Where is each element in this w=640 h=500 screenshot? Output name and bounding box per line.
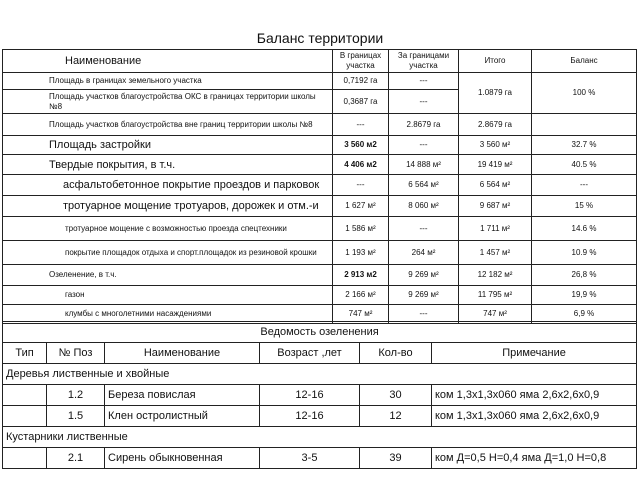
row-total: 12 182 м² xyxy=(459,265,532,286)
plant-row xyxy=(3,385,637,406)
plant-pos: 2.1 xyxy=(47,448,105,469)
row-name: Площадь участков благоустройства вне границ территории школы №8 xyxy=(3,114,333,136)
row-balance xyxy=(532,114,637,136)
row-name: тротуарное мощение тротуаров, дорожек и отм.-и xyxy=(3,196,333,217)
row-name: Твердые покрытия, в т.ч. xyxy=(3,155,333,175)
group-label: Деревья лиственные и хвойные xyxy=(3,364,637,385)
row-outside: --- xyxy=(389,217,459,241)
plant-qty: 12 xyxy=(360,406,432,427)
row-balance: 40.5 % xyxy=(532,155,637,175)
table-row xyxy=(3,175,637,196)
row-name: асфальтобетонное покрытие проездов и парковок xyxy=(3,175,333,196)
plant-note: ком 1,3х1,3х060 яма 2,6х2,6х0,9 xyxy=(432,406,637,427)
group-row xyxy=(3,364,637,385)
table-row xyxy=(3,265,637,286)
plant-age: 3-5 xyxy=(260,448,360,469)
row-balance: 19,9 % xyxy=(532,286,637,305)
plant-pos: 1.5 xyxy=(47,406,105,427)
row-name: Озеленение, в т.ч. xyxy=(3,265,333,286)
plant-type xyxy=(3,448,47,469)
row-total: 1 457 м² xyxy=(459,241,532,265)
row-balance: 26,8 % xyxy=(532,265,637,286)
table-row xyxy=(3,136,637,155)
row-total: 747 м² xyxy=(459,305,532,324)
header-inside: В границах участка xyxy=(333,50,389,73)
row-total: 6 564 м² xyxy=(459,175,532,196)
row-total: 2.8679 га xyxy=(459,114,532,136)
row-inside: 1 586 м² xyxy=(333,217,389,241)
table-row xyxy=(3,196,637,217)
header-age: Возраст ,лет xyxy=(260,343,360,364)
row-total: 9 687 м² xyxy=(459,196,532,217)
row-inside: --- xyxy=(333,114,389,136)
plant-name: Сирень обыкновенная xyxy=(105,448,260,469)
row-name: тротуарное мощение с возможностью проезда спецтехники xyxy=(3,217,333,241)
row-balance: --- xyxy=(532,175,637,196)
greenery-header-row xyxy=(3,343,637,364)
plant-pos: 1.2 xyxy=(47,385,105,406)
row-inside: 2 913 м2 xyxy=(333,265,389,286)
row-name: покрытие площадок отдыха и спорт.площадок из резиновой крошки xyxy=(3,241,333,265)
row-inside: 4 406 м2 xyxy=(333,155,389,175)
row-outside: --- xyxy=(389,305,459,324)
greenery-table xyxy=(2,321,637,469)
row-outside: 9 269 м² xyxy=(389,286,459,305)
plant-note: ком Д=0,5 Н=0,4 яма Д=1,0 Н=0,8 xyxy=(432,448,637,469)
row-inside: 0,3687 га xyxy=(333,90,389,114)
row-balance: 14.6 % xyxy=(532,217,637,241)
row-outside: 6 564 м² xyxy=(389,175,459,196)
group-row xyxy=(3,427,637,448)
row-balance: 15 % xyxy=(532,196,637,217)
balance-table xyxy=(2,49,637,324)
row-inside: 1 193 м² xyxy=(333,241,389,265)
table-row xyxy=(3,217,637,241)
header-note: Примечание xyxy=(432,343,637,364)
merged-total: 1.0879 га xyxy=(459,73,532,114)
plant-type xyxy=(3,385,47,406)
table-row xyxy=(3,73,637,90)
row-inside: --- xyxy=(333,175,389,196)
row-balance: 6,9 % xyxy=(532,305,637,324)
row-outside: 2.8679 га xyxy=(389,114,459,136)
plant-row xyxy=(3,406,637,427)
header-qty: Кол-во xyxy=(360,343,432,364)
row-outside: 8 060 м² xyxy=(389,196,459,217)
row-total: 11 795 м² xyxy=(459,286,532,305)
row-total: 1 711 м² xyxy=(459,217,532,241)
header-total: Итого xyxy=(459,50,532,73)
plant-age: 12-16 xyxy=(260,385,360,406)
plant-type xyxy=(3,406,47,427)
row-name: Площадь в границах земельного участка xyxy=(3,73,333,90)
plant-note: ком 1,3х1,3х060 яма 2,6х2,6х0,9 xyxy=(432,385,637,406)
greenery-title: Ведомость озеленения xyxy=(3,322,637,343)
row-outside: --- xyxy=(389,136,459,155)
merged-balance: 100 % xyxy=(532,73,637,114)
row-balance: 32.7 % xyxy=(532,136,637,155)
row-total: 3 560 м² xyxy=(459,136,532,155)
row-inside: 3 560 м2 xyxy=(333,136,389,155)
plant-age: 12-16 xyxy=(260,406,360,427)
row-outside: 264 м² xyxy=(389,241,459,265)
greenery-title-row xyxy=(3,322,637,343)
header-plant-name: Наименование xyxy=(105,343,260,364)
row-outside: 9 269 м² xyxy=(389,265,459,286)
plant-row xyxy=(3,448,637,469)
header-outside: За границами участка xyxy=(389,50,459,73)
header-name: Наименование xyxy=(3,50,333,73)
plant-qty: 30 xyxy=(360,385,432,406)
table-row xyxy=(3,241,637,265)
row-outside: --- xyxy=(389,73,459,90)
table-row xyxy=(3,286,637,305)
row-name: Площадь участков благоустройства ОКС в границах территории школы №8 xyxy=(3,90,333,114)
balance-header-row xyxy=(3,50,637,73)
row-inside: 1 627 м² xyxy=(333,196,389,217)
row-outside: 14 888 м² xyxy=(389,155,459,175)
plant-name: Береза повислая xyxy=(105,385,260,406)
row-name: клумбы с многолетними насаждениями xyxy=(3,305,333,324)
header-pos: № Поз xyxy=(47,343,105,364)
row-outside: --- xyxy=(389,90,459,114)
balance-title: Баланс территории xyxy=(256,30,384,46)
table-row xyxy=(3,114,637,136)
row-inside: 0,7192 га xyxy=(333,73,389,90)
row-balance: 10.9 % xyxy=(532,241,637,265)
row-total: 19 419 м² xyxy=(459,155,532,175)
group-label: Кустарники лиственные xyxy=(3,427,637,448)
plant-name: Клен остролистный xyxy=(105,406,260,427)
header-type: Тип xyxy=(3,343,47,364)
plant-qty: 39 xyxy=(360,448,432,469)
row-inside: 2 166 м² xyxy=(333,286,389,305)
row-name: газон xyxy=(3,286,333,305)
row-name: Площадь застройки xyxy=(3,136,333,155)
row-inside: 747 м² xyxy=(333,305,389,324)
header-balance: Баланс xyxy=(532,50,637,73)
table-row xyxy=(3,155,637,175)
